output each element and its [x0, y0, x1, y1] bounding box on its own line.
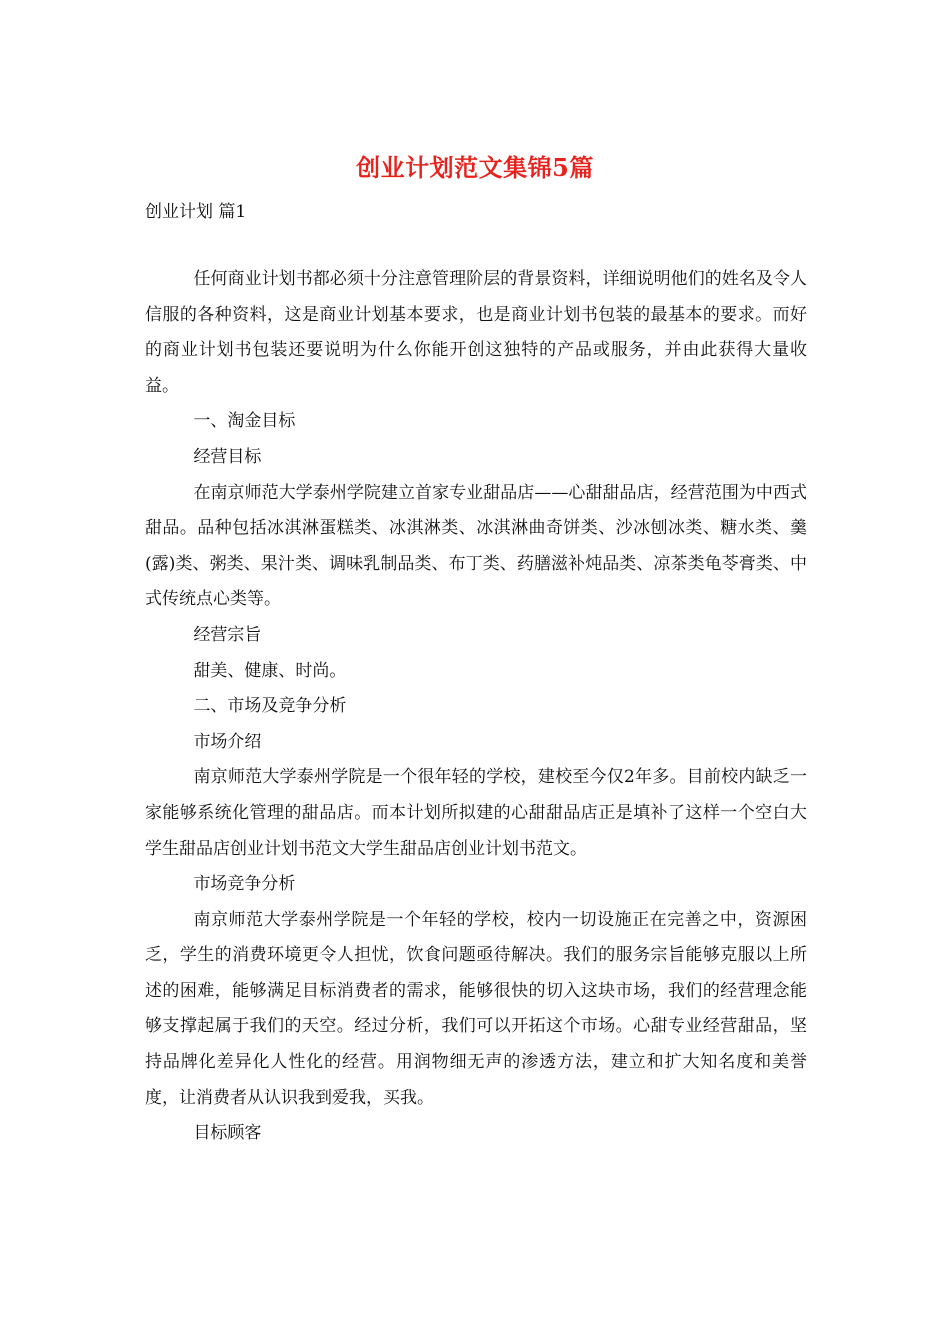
paragraph-market-intro: 南京师范大学泰州学院是一个很年轻的学校，建校至今仅2年多。目前校内缺乏一家能够系统化管理的甜品店。而本计划所拟建的心甜甜品店正是填补了这样一个空白大学生甜品店创业计划书范文大学生甜品店创业计划书范文。 [145, 767, 807, 859]
paragraph-business-goal: 在南京师范大学泰州学院建立首家专业甜品店——心甜甜品店，经营范围为中西式甜品。品种包括冰淇淋蛋糕类、冰淇淋类、冰淇淋曲奇饼类、沙冰刨冰类、糖水类、羹(露)类、粥类、果汁类、调味乳制品类、布丁类、药膳滋补炖品类、凉茶类龟苓膏类、中式传统点心类等。 [145, 482, 807, 610]
heading-market-intro: 市场介绍 [193, 731, 262, 752]
section-label: 创业计划 篇1 [145, 202, 247, 222]
heading-business-goal: 经营目标 [193, 446, 262, 467]
heading-gold-target: 一、淘金目标 [193, 411, 296, 432]
document-title: 创业计划范文集锦5篇 [356, 153, 594, 182]
paragraph-business-purpose: 甜美、健康、时尚。 [193, 660, 347, 681]
heading-target-customers: 目标顾客 [193, 1123, 262, 1144]
paragraph-intro: 任何商业计划书都必须十分注意管理阶层的背景资料，详细说明他们的姓名及令人信服的各种资料，这是商业计划基本要求，也是商业计划书包装的最基本的要求。而好的商业计划书包装还要说明为什么你能开创这独特的产品或服务，并由此获得大量收益。 [145, 269, 807, 396]
heading-business-purpose: 经营宗旨 [193, 624, 262, 645]
paragraph-competition-analysis: 南京师范大学泰州学院是一个年轻的学校，校内一切设施正在完善之中，资源困乏，学生的消费环境更令人担忧，饮食问题亟待解决。我们的服务宗旨能够克服以上所述的困难，能够满足目标消费者的需求，能够很快的切入这块市场，我们的经营理念能够支撑起属于我们的天空。经过分析，我们可以开拓这个市场。心甜专业经营甜品，坚持品牌化差异化人性化的经营。用润物细无声的渗透方法，建立和扩大知名度和美誉度，让消费者从认识我到爱我，买我。 [145, 909, 807, 1108]
heading-market-analysis: 二、市场及竞争分析 [193, 696, 347, 717]
document-body [145, 262, 807, 1152]
heading-competition-analysis: 市场竞争分析 [193, 874, 296, 895]
